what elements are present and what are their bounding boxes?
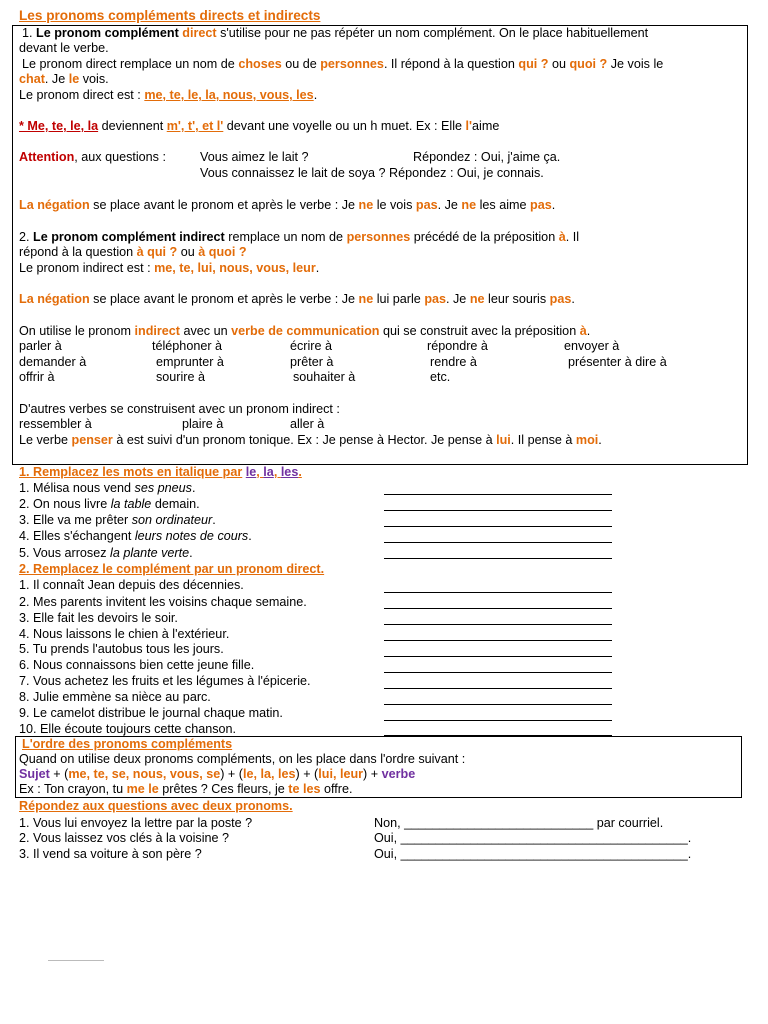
verb-cell: ressembler à xyxy=(19,417,92,431)
exercise-1-item: 4. Elles s'échangent leurs notes de cours. xyxy=(19,529,252,543)
exercise-3-question: 1. Vous lui envoyez la lettre par la poste ? xyxy=(19,816,253,830)
exercise-2-item: 5. Tu prends l'autobus tous les jours. xyxy=(19,642,224,656)
exercise-1-item: 1. Mélisa nous vend ses pneus. xyxy=(19,481,196,495)
direct-intro-line-2: devant le verbe. xyxy=(19,41,109,55)
exercise-3-question: 2. Vous laissez vos clés à la voisine ? xyxy=(19,831,230,845)
answer-line[interactable] xyxy=(384,558,612,559)
verb-cell: offrir à xyxy=(19,370,55,384)
exercise-2-item: 4. Nous laissons le chien à l'extérieur. xyxy=(19,627,230,641)
verb-cell: sourire à xyxy=(156,370,205,384)
verb-cell: rendre à xyxy=(430,355,477,369)
verb-cell: parler à xyxy=(19,339,62,353)
exercise-1-item: 5. Vous arrosez la plante verte. xyxy=(19,546,193,560)
order-title: L'ordre des pronoms compléments xyxy=(22,737,233,751)
answer-line[interactable] xyxy=(384,720,612,721)
order-formula: Sujet + (me, te, se, nous, vous, se) + (le, la, les) + (lui, leur) + verbe xyxy=(19,767,416,781)
verb-cell: etc. xyxy=(430,370,451,384)
exercise-2-item: 7. Vous achetez les fruits et les légumes à l'épicerie. xyxy=(19,674,311,688)
answer-line[interactable] xyxy=(384,640,612,641)
indirect-pronoun-list: Le pronom indirect est : me, te, lui, nous, vous, leur. xyxy=(19,261,320,275)
verb-cell: plaire à xyxy=(182,417,224,431)
exercise-3-header: Répondez aux questions avec deux pronoms. xyxy=(19,799,293,813)
footer-rule xyxy=(48,960,104,961)
order-intro: Quand on utilise deux pronoms compléments, on les place dans l'ordre suivant : xyxy=(19,752,466,766)
communication-verbs-line: On utilise le pronom indirect avec un verbe de communication qui se construit avec la préposition à. xyxy=(19,324,591,338)
other-verbs-intro: D'autres verbes se construisent avec un pronom indirect : xyxy=(19,402,340,416)
exercise-2-item: 10. Elle écoute toujours cette chanson. xyxy=(19,722,237,736)
attention-question-2: Vous connaissez le lait de soya ? Répondez : Oui, je connais. xyxy=(200,166,544,180)
verb-cell: souhaiter à xyxy=(293,370,356,384)
exercise-3-answer[interactable]: Oui, _________________________________________. xyxy=(374,847,692,861)
exercise-2-item: 9. Le camelot distribue le journal chaque matin. xyxy=(19,706,283,720)
answer-line[interactable] xyxy=(384,526,612,527)
verb-cell: emprunter à xyxy=(156,355,224,369)
page-title: Les pronoms compléments directs et indirects xyxy=(19,8,321,23)
attention-line: Attention, aux questions : xyxy=(19,150,166,164)
verb-cell: prêter à xyxy=(290,355,334,369)
penser-line: Le verbe penser à est suivi d'un pronom tonique. Ex : Je pense à Hector. Je pense à lui. Il pense à moi. xyxy=(19,433,602,447)
verb-cell: demander à xyxy=(19,355,87,369)
direct-example-line: chat. Je le vois. xyxy=(19,72,109,86)
answer-line[interactable] xyxy=(384,656,612,657)
exercise-3-question: 3. Il vend sa voiture à son père ? xyxy=(19,847,202,861)
verb-cell: écrire à xyxy=(290,339,332,353)
exercise-3-answer[interactable]: Oui, _________________________________________. xyxy=(374,831,692,845)
answer-line[interactable] xyxy=(384,704,612,705)
answer-line[interactable] xyxy=(384,510,612,511)
exercise-3-answer[interactable]: Non, ___________________________ par courriel. xyxy=(374,816,664,830)
exercise-1-header: 1. Remplacez les mots en italique par le, la, les. xyxy=(19,465,302,479)
verb-cell: répondre à xyxy=(427,339,488,353)
exercise-2-header: 2. Remplacez le complément par un pronom direct. xyxy=(19,562,325,576)
direct-elision-line: * Me, te, le, la deviennent m', t', et l' devant une voyelle ou un h muet. Ex : Elle l'aime xyxy=(19,119,500,133)
exercise-2-item: 3. Elle fait les devoirs le soir. xyxy=(19,611,178,625)
attention-answer-1: Répondez : Oui, j'aime ça. xyxy=(413,150,561,164)
verb-cell: téléphoner à xyxy=(152,339,223,353)
indirect-question-line: répond à la question à qui ? ou à quoi ? xyxy=(19,245,247,259)
direct-intro-line: 1. Le pronom complément direct s'utilise pour ne pas répéter un nom complément. On le place habituellement xyxy=(22,26,649,40)
exercise-1-item: 2. On nous livre la table demain. xyxy=(19,497,200,511)
answer-line[interactable] xyxy=(384,592,612,593)
answer-line[interactable] xyxy=(384,672,612,673)
exercise-2-item: 2. Mes parents invitent les voisins chaque semaine. xyxy=(19,595,307,609)
answer-line[interactable] xyxy=(384,624,612,625)
order-example: Ex : Ton crayon, tu me le prêtes ? Ces fleurs, je te les offre. xyxy=(19,782,353,796)
indirect-intro-line: 2. Le pronom complément indirect remplace un nom de personnes précédé de la préposition à. Il xyxy=(19,230,580,244)
answer-line[interactable] xyxy=(384,494,612,495)
indirect-negation-line: La négation se place avant le pronom et après le verbe : Je ne lui parle pas. Je ne leur souris pas. xyxy=(19,292,575,306)
exercise-2-item: 1. Il connaît Jean depuis des décennies. xyxy=(19,578,244,592)
verb-cell: envoyer à xyxy=(564,339,620,353)
verb-cell: aller à xyxy=(290,417,325,431)
exercise-1-item: 3. Elle va me prêter son ordinateur. xyxy=(19,513,216,527)
attention-question-1: Vous aimez le lait ? xyxy=(200,150,309,164)
answer-line[interactable] xyxy=(384,608,612,609)
exercise-2-item: 6. Nous connaissons bien cette jeune fille. xyxy=(19,658,255,672)
verb-cell: présenter à dire à xyxy=(568,355,667,369)
exercise-2-item: 8. Julie emmène sa nièce au parc. xyxy=(19,690,211,704)
direct-replace-line: Le pronom direct remplace un nom de choses ou de personnes. Il répond à la question qui ? ou quoi ? Je vois le xyxy=(22,57,664,71)
direct-pronoun-list: Le pronom direct est : me, te, le, la, nous, vous, les. xyxy=(19,88,318,102)
direct-negation-line: La négation se place avant le pronom et après le verbe : Je ne le vois pas. Je ne les aime pas. xyxy=(19,198,556,212)
answer-line[interactable] xyxy=(384,542,612,543)
answer-line[interactable] xyxy=(384,688,612,689)
